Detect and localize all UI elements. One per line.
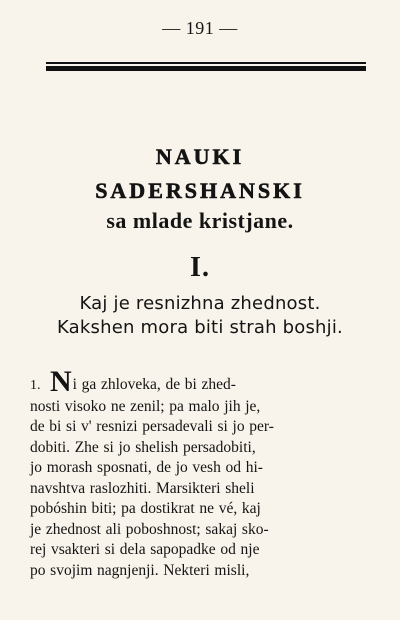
paragraph-line: navshtva raslozhiti. Marsikteri sheli	[30, 479, 255, 497]
header-thin-rule	[46, 62, 366, 64]
drop-cap: N	[50, 365, 72, 398]
section-subtitle	[0, 292, 400, 341]
paragraph-line: jo morash sposnati, de jo vesh od hi-	[30, 459, 263, 476]
paragraph-1	[30, 365, 370, 581]
paragraph-number: 1.	[30, 378, 41, 393]
page-header: — 191 —	[162, 18, 238, 38]
header-thick-rule	[46, 66, 366, 71]
paragraph-line: nosti visoko ne zenil; pa malo jih je,	[30, 397, 261, 415]
subtitle-line-1: Kaj je resnizhna zhednost.	[79, 293, 321, 314]
chapter-title	[0, 145, 400, 234]
title-line-2: SADERSHANSKI	[95, 178, 305, 204]
section-number: I.	[190, 252, 210, 283]
title-line-1: NAUKI	[155, 144, 245, 169]
paragraph-line: de bi si v' resnizi persadevali si jo per-	[30, 418, 274, 435]
subtitle-line-2: Kakshen mora biti strah boshji.	[57, 317, 343, 339]
paragraph-line	[30, 365, 370, 398]
paragraph-line: rej vsakteri si dela sapopadke od nje	[30, 541, 260, 558]
paragraph-line: dobiti. Zhe si jo shelish persadobiti,	[30, 438, 256, 456]
paragraph-line: je zhednost ali poboshnost; sakaj sko-	[30, 520, 269, 538]
title-line-3: sa mlade kristjane.	[106, 208, 294, 234]
paragraph-line: po svojim nagnjenji. Nekteri misli,	[30, 561, 250, 579]
paragraph-line: pobóshin biti; pa dostikrat ne vé, kaj	[30, 500, 261, 517]
paragraph-line-text: i ga zhloveka, de bi zhed-	[72, 376, 236, 393]
